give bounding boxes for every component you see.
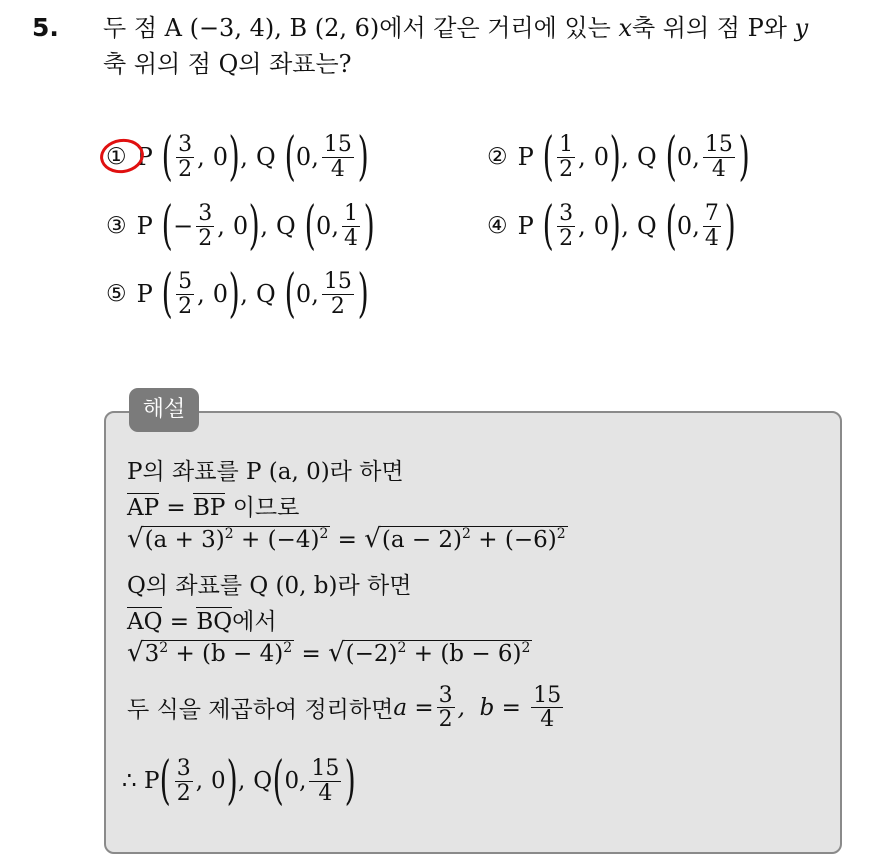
value-b-fraction	[531, 684, 563, 731]
sqrt-icon: √	[127, 524, 144, 554]
term: + (−6)	[470, 527, 557, 553]
comma: ,	[197, 280, 205, 308]
left-paren: (	[161, 127, 173, 187]
term: (−2)	[345, 641, 398, 667]
right-paren: )	[228, 264, 240, 324]
left-paren: (	[284, 264, 296, 324]
p-label: P	[517, 212, 534, 240]
solution-line-3	[127, 524, 568, 554]
comma: ,	[299, 768, 307, 794]
denominator: 2	[176, 780, 191, 806]
denominator: 4	[318, 780, 333, 806]
choice-1[interactable]	[106, 127, 369, 187]
exponent: 2	[319, 526, 329, 542]
p-fraction	[176, 133, 194, 180]
choice-number: ④	[487, 213, 508, 239]
denominator: 4	[330, 156, 345, 182]
term: (a + 3)	[144, 527, 225, 553]
zero: 0	[232, 212, 249, 240]
numerator: 3	[178, 132, 193, 158]
sqrt-icon: √	[328, 638, 345, 668]
comma: ,	[197, 143, 205, 171]
equals: =	[159, 495, 193, 521]
right-paren: )	[724, 196, 736, 256]
left-paren: (	[665, 196, 677, 256]
q-fraction	[703, 133, 735, 180]
numerator: 1	[559, 132, 574, 158]
left-paren: (	[272, 751, 284, 811]
solution-text: 두 식을 제곱하여 정리하면	[127, 697, 394, 724]
sqrt-icon: √	[127, 638, 144, 668]
comma: ,	[692, 143, 700, 171]
solution-line-5	[127, 603, 277, 636]
comma: ,	[578, 143, 586, 171]
right-paren: )	[228, 127, 240, 187]
comma: ,	[240, 280, 248, 308]
zero: 0	[676, 212, 693, 240]
p-label: P	[136, 143, 153, 171]
left-paren: (	[665, 127, 677, 187]
q-fraction	[342, 202, 360, 249]
q-fraction	[703, 202, 721, 249]
numerator: 15	[323, 132, 352, 158]
left-paren: (	[284, 127, 296, 187]
question-text-line1	[103, 11, 808, 45]
numerator: 3	[176, 756, 191, 782]
solution-line-1: P의 좌표를 P (a, 0)라 하면	[127, 459, 404, 485]
exponent: 2	[556, 526, 566, 542]
value-a-fraction	[437, 684, 455, 731]
solution-line-8	[122, 751, 357, 811]
question-number: 5.	[32, 13, 59, 42]
answer-p-fraction	[175, 757, 193, 804]
q-label: Q	[255, 143, 276, 171]
solution-badge: 해설	[129, 388, 199, 432]
p-label: P	[136, 212, 153, 240]
term: (a − 2)	[381, 527, 463, 553]
right-paren: )	[363, 196, 375, 256]
radicand	[143, 640, 295, 667]
p-fraction	[176, 270, 194, 317]
right-paren: )	[357, 264, 369, 324]
q-label: Q	[636, 143, 657, 171]
q-label: Q	[276, 212, 296, 240]
segment-bp: BP	[193, 495, 226, 521]
choice-5[interactable]	[106, 264, 369, 324]
equals: =	[162, 609, 197, 635]
comma: ,	[311, 143, 319, 171]
numerator: 5	[178, 269, 193, 295]
therefore-p: ∴ P	[122, 768, 160, 794]
denominator: 4	[704, 225, 719, 251]
solution-line-2	[127, 489, 299, 522]
denominator: 2	[178, 293, 193, 319]
comma: ,	[621, 143, 629, 171]
question-text-part: 두 점 A (−3, 4), B (2, 6)에서 같은 거리에 있는	[103, 14, 619, 42]
radicand	[344, 640, 533, 667]
zero: 0	[316, 212, 332, 240]
left-paren: (	[304, 196, 316, 256]
choice-number: ①	[106, 144, 127, 170]
exponent: 2	[224, 526, 234, 542]
solution-line-7	[127, 684, 566, 731]
left-paren: (	[161, 264, 173, 324]
numerator: 15	[323, 269, 352, 295]
value-b-label: , b =	[457, 694, 529, 721]
comma: ,	[260, 212, 269, 240]
comma: ,	[331, 212, 339, 240]
numerator: 15	[311, 756, 340, 782]
zero: 0	[593, 212, 609, 240]
equals: =	[337, 527, 365, 553]
comma: ,	[578, 212, 586, 240]
choice-number: ②	[487, 144, 508, 170]
solution-line-6	[127, 638, 532, 668]
comma: ,	[692, 212, 700, 240]
term: 3	[144, 641, 160, 667]
q-label: Q	[636, 212, 657, 240]
solution-text: 이므로	[225, 495, 300, 521]
zero: 0	[284, 768, 300, 794]
radicand	[143, 526, 331, 553]
zero: 0	[676, 143, 693, 171]
sqrt-icon: √	[364, 524, 381, 554]
right-paren: )	[738, 127, 750, 187]
comma: ,	[311, 280, 319, 308]
choice-4[interactable]	[487, 196, 736, 256]
left-paren: (	[159, 751, 172, 811]
numerator: 3	[198, 201, 213, 227]
comma: ,	[237, 768, 246, 794]
zero: 0	[212, 143, 228, 171]
comma: ,	[217, 212, 225, 240]
choice-number: ③	[106, 213, 127, 239]
p-label: P	[517, 143, 534, 171]
left-paren: (	[542, 196, 554, 256]
denominator: 2	[559, 225, 574, 251]
sign: −	[173, 212, 194, 240]
question-text-part: 축 위의 점 P와	[631, 14, 795, 42]
segment-bq: BQ	[196, 609, 233, 635]
comma: ,	[621, 212, 629, 240]
numerator: 1	[343, 201, 358, 227]
comma: ,	[195, 768, 204, 794]
value-a-label: a =	[393, 694, 434, 721]
term: + (b − 6)	[406, 641, 522, 667]
exponent: 2	[521, 640, 531, 656]
q-label: Q	[253, 768, 273, 794]
answer-q-fraction	[309, 757, 341, 804]
solution-text: 에서	[232, 609, 277, 635]
exponent: 2	[283, 640, 293, 656]
var-x: x	[618, 14, 632, 42]
numerator: 3	[559, 201, 574, 227]
right-paren: )	[226, 751, 238, 811]
denominator: 2	[559, 156, 574, 182]
question-text-line2: 축 위의 점 Q의 좌표는?	[103, 50, 352, 78]
left-paren: (	[542, 127, 554, 187]
choice-3[interactable]	[106, 196, 375, 256]
right-paren: )	[609, 196, 621, 256]
exponent: 2	[159, 640, 169, 656]
numerator: 7	[704, 201, 719, 227]
denominator: 4	[711, 156, 726, 182]
term: + (−4)	[233, 527, 320, 553]
comma: ,	[240, 143, 248, 171]
right-paren: )	[357, 127, 369, 187]
denominator: 4	[540, 707, 555, 733]
numerator: 15	[533, 683, 562, 708]
equals: =	[301, 641, 329, 667]
p-fraction	[557, 202, 575, 249]
numerator: 3	[438, 683, 453, 708]
zero: 0	[295, 280, 312, 308]
var-y: y	[794, 14, 809, 42]
denominator: 2	[178, 156, 193, 182]
q-label: Q	[255, 280, 276, 308]
left-paren: (	[161, 196, 173, 256]
denominator: 4	[343, 225, 358, 251]
segment-aq: AQ	[127, 609, 163, 635]
zero: 0	[212, 280, 228, 308]
exponent: 2	[462, 526, 471, 542]
q-fraction	[322, 133, 354, 180]
solution-line-4: Q의 좌표를 Q (0, b)라 하면	[127, 573, 412, 599]
choice-number: ⑤	[106, 281, 127, 307]
denominator: 2	[438, 707, 453, 733]
term: + (b − 4)	[168, 641, 284, 667]
radicand	[380, 526, 568, 553]
numerator: 15	[704, 132, 733, 158]
right-paren: )	[609, 127, 621, 187]
exponent: 2	[397, 640, 407, 656]
zero: 0	[295, 143, 312, 171]
denominator: 2	[330, 293, 345, 319]
q-fraction	[322, 270, 354, 317]
zero: 0	[593, 143, 609, 171]
zero: 0	[211, 768, 226, 794]
right-paren: )	[248, 196, 260, 256]
segment-ap: AP	[127, 495, 160, 521]
choice-2[interactable]	[487, 127, 750, 187]
denominator: 2	[198, 225, 213, 251]
p-label: P	[136, 280, 153, 308]
right-paren: )	[344, 751, 357, 811]
p-fraction	[557, 133, 575, 180]
p-fraction	[196, 202, 214, 249]
